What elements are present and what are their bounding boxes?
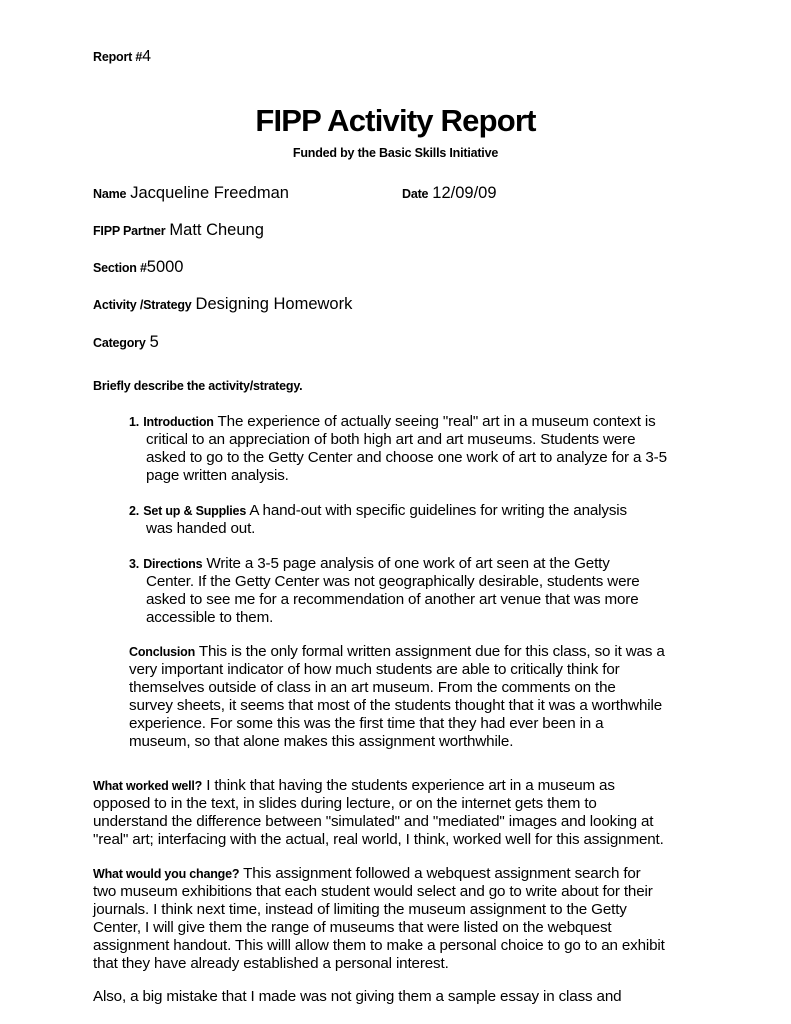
page-title: FIPP Activity Report: [255, 103, 536, 138]
conclusion-text-line: very important indicator of how much students are able to critically think for: [129, 661, 620, 678]
conclusion-text-line: This is the only formal written assignment due for this class, so it was a: [198, 643, 665, 660]
step-text-line: asked to go to the Getty Center and choose one work of art to analyze for a 3-5: [146, 449, 667, 466]
step-text-line: critical to an appreciation of both high art and art museums. Students were: [146, 431, 636, 448]
date-label: Date: [402, 187, 429, 201]
conclusion-text-line: survey sheets, it seems that most of the students thought that it was a worthwhile: [129, 697, 663, 714]
conclusion-text-line: experience. For some this was the first time that they had ever been in a: [129, 715, 604, 732]
change-text-line: This assignment followed a webquest assignment search for: [243, 865, 641, 882]
partner-value: Matt Cheung: [169, 221, 264, 239]
step-text-line: The experience of actually seeing "real" art in a museum context is: [217, 413, 656, 430]
worked-well-text-line: I think that having the students experience art in a museum as: [206, 777, 615, 794]
report-number: [93, 48, 151, 66]
step-number: 1.: [129, 415, 140, 429]
category-label: Category: [93, 336, 146, 350]
change-text-line: that they have already established a personal interest.: [93, 955, 449, 972]
conclusion-text-line: museum, so that alone makes this assignment worthwhile.: [129, 733, 514, 750]
step-text-line: accessible to them.: [146, 609, 274, 626]
date-value: 12/09/09: [432, 184, 497, 202]
page-subtitle: Funded by the Basic Skills Initiative: [292, 146, 499, 160]
category-field: [93, 333, 159, 352]
worked-well-label: What worked well?: [93, 779, 203, 793]
report-number-label: Report #: [93, 50, 143, 64]
step-text-line: was handed out.: [146, 520, 256, 537]
also-text-line: Also, a big mistake that I made was not giving them a sample essay in class and: [93, 988, 622, 1005]
step-label: Set up & Supplies: [143, 504, 247, 518]
change-text-line: two museum exhibitions that each student would select and go to write about for their: [93, 883, 653, 900]
category-value: 5: [149, 333, 159, 351]
name-value: Jacqueline Freedman: [130, 184, 289, 202]
step-text-line: Center. If the Getty Center was not geographically desirable, students were: [146, 573, 640, 590]
date-field: [402, 184, 497, 203]
section-label: Section #: [93, 261, 147, 275]
step-text-line: A hand-out with specific guidelines for writing the analysis: [249, 502, 627, 519]
conclusion-label: Conclusion: [129, 645, 196, 659]
worked-well-text-line: understand the difference between "simulated" and "mediated" images and looking at: [93, 813, 654, 830]
conclusion-text-line: themselves outside of class in an art museum. From the comments on the: [129, 679, 616, 696]
partner-label: FIPP Partner: [93, 224, 166, 238]
step-label: Directions: [143, 557, 203, 571]
describe-heading: Briefly describe the activity/strategy.: [93, 379, 303, 393]
name-field: [93, 184, 289, 203]
name-label: Name: [93, 187, 127, 201]
activity-field: [93, 295, 352, 314]
section-value: 5000: [146, 258, 184, 276]
step-text-line: asked to see me for a recommendation of another art venue that was more: [146, 591, 639, 608]
change-label: What would you change?: [93, 867, 240, 881]
worked-well-text-line: opposed to in the text, in slides during lecture, or on the internet gets them to: [93, 795, 597, 812]
change-text-line: Center, I will give them the range of museums that were listed on the webquest: [93, 919, 612, 936]
change-text-line: assignment handout. This willl allow them to make a personal choice to go to an exhibit: [93, 937, 665, 954]
partner-field: [93, 221, 264, 240]
step-number: 2.: [129, 504, 140, 518]
change-text-line: journals. I think next time, instead of limiting the museum assignment to the Getty: [93, 901, 627, 918]
section-field: [93, 258, 184, 277]
activity-value: Designing Homework: [195, 295, 353, 313]
report-number-value: 4: [142, 48, 152, 65]
worked-well-text-line: "real" art; interfacing with the actual, real world, I think, worked well for this assignment.: [93, 831, 664, 848]
step-label: Introduction: [143, 415, 214, 429]
activity-label: Activity /Strategy: [93, 298, 192, 312]
step-text-line: Write a 3-5 page analysis of one work of art seen at the Getty: [206, 555, 610, 572]
step-text-line: page written analysis.: [146, 467, 289, 484]
step-number: 3.: [129, 557, 140, 571]
